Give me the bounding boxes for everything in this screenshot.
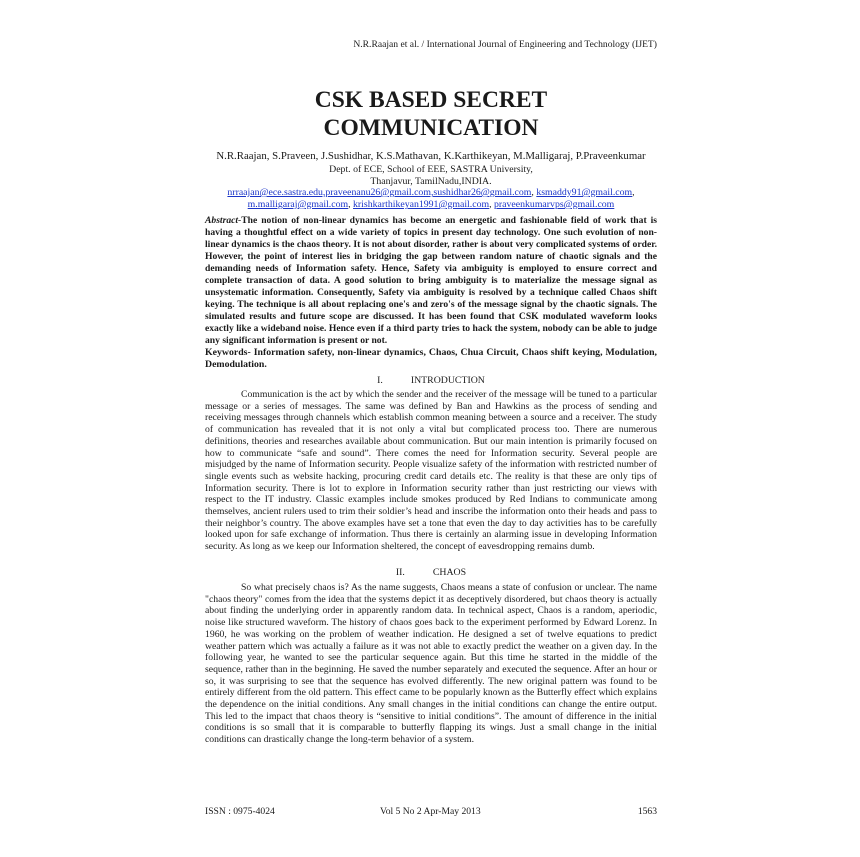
paper-title-line-1: CSK BASED SECRET <box>314 87 548 113</box>
abstract <box>205 215 657 347</box>
email-link-malligaraj[interactable]: m.malligaraj@gmail.com <box>247 199 349 210</box>
email-separator: , <box>531 187 537 198</box>
section-heading-introduction <box>205 375 657 387</box>
affiliation-line-2: Thanjavur, TamilNadu,INDIA. <box>370 176 492 187</box>
affiliation-line-1: Dept. of ECE, School of EEE, SASTRA University, <box>329 164 533 175</box>
email-separator: , <box>489 199 495 210</box>
section-number: II. <box>395 567 405 578</box>
email-separator: , <box>348 199 354 210</box>
abstract-text: The notion of non-linear dynamics has become an energetic and fashionable field of work that is having a thoughtful effect on a wide variety of topics in present day technology. One such evolution of non-linear dynamics is the chaos theory. It is not about disorder, rather is about very complicated systems of order. However, the point of interest lies in bridging the gap between random nature of chaotic signals and the demanding needs of Information safety. Hence, Safety via ambiguity is employed to ensure correct and complete transaction of data. A good solution to bring ambiguity is to materialize the message signal as unsystematic information. Consequently, Safety via ambiguity is resolved by a technique called Chaos shift keying. The technique is all about replacing one's and zero's of the message signal by the chaotic signals. The simulated results and future scope are discussed. It has been found that CSK modulated waveform looks exactly like a wideband noise. Hence even if a third party tries to hack the system, nobody can be able to judge any significant information is present or not. <box>205 215 657 346</box>
email-link-group[interactable]: nrraajan@ece.sastra.edu,praveenanu26@gmail.com,sushidhar26@gmail.com <box>227 187 532 198</box>
email-separator: , <box>632 187 635 198</box>
paper-title <box>200 86 662 142</box>
section-body-chaos: So what precisely chaos is? As the name suggests, Chaos means a state of confusion or unclear. The name "chaos theory" comes from the idea that the systems depict it as deceptively disordered, but chaos theory is actually about finding the underlying order in apparently random data. In technical aspect, Chaos is a random, aperiodic, noise like structured waveform. The history of chaos goes back to the experiment performed by Edward Lorenz. In 1960, he was working on the problem of weather indication. He designed a set of twelve equations to predict weather pattern which was actually a failure as it was not able to exactly predict the weather on a given day. In the following year, he wanted to see the particular sequence again. But this time he started in the middle of the sequence, rather than in the beginning. He saved the number separately and executed the sequence. After an hour or so, it was surprising to see that the sequence has evolved differently. The new original pattern was found to be entirely different from the old pattern. This effect came to be popularly known as the Butterfly effect which explains the dependence on the initial conditions. Any small changes in the initial conditions can change the entire output. This led to the impact that chaos theory is “sensitive to initial conditions”. The amount of difference in the initial conditions is so small that it is comparable to butterfly flapping its wings. Just a small change in the initial conditions can drastically change the long-term behavior of a system. <box>205 582 657 746</box>
section-title: CHAOS <box>432 567 467 578</box>
email-link-praveenkumar[interactable]: praveenkumarvps@gmail.com <box>494 199 615 210</box>
abstract-label: Abstract- <box>205 215 242 226</box>
keywords: Keywords- Information safety, non-linear dynamics, Chaos, Chua Circuit, Chaos shift keying, Modulation, Demodulation. <box>205 347 657 370</box>
author-list: N.R.Raajan, S.Praveen, J.Sushidhar, K.S.Mathavan, K.Karthikeyan, M.Malligaraj, P.Praveenkumar <box>216 150 646 162</box>
section-title: INTRODUCTION <box>410 375 485 386</box>
section-number: I. <box>377 375 383 386</box>
email-link-ksmaddy[interactable]: ksmaddy91@gmail.com <box>536 187 633 198</box>
section-heading-chaos <box>205 567 657 579</box>
author-emails <box>200 187 662 211</box>
paper-title-line-2: COMMUNICATION <box>323 115 539 141</box>
footer-volume: Vol 5 No 2 Apr-May 2013 <box>380 806 481 817</box>
section-body-introduction: Communication is the act by which the sender and the receiver of the message will be tuned to a particular message or a series of messages. The same was defined by Ban and Hawkins as the process of sending and receiving messages through channels which establish common meaning between a source and a receiver. The study of communication has revealed that it is not only a vital but complicated process too. There are numerous definitions, theories and researches available about communication. But our main intention is primarily focused on how to communicate “safe and sound”. There comes the need for Information security. Several people are misjudged by the name of Information security. People visualize safety of the information with restricted number of single events such as website hacking, procuring credit card details etc. The reality is that these are only tips of Information security. There is lot to explore in Information security rather than just restricting our views with respect to the IT industry. Classic examples include smokes produced by Red Indians to communicate among themselves, ancient rulers used to trim their soldier’s head and inscribe the information onto their heads and pass to their neighbor’s country. The above examples have set a tone that even the day to day activities has to be carefully looked upon for safe exchange of information. Thus there is certainly an alarming issue in developing Information security. As long as we keep our Information sheltered, the concept of eavesdropping remains dumb. <box>205 389 657 553</box>
footer-page-number: 1563 <box>637 806 657 817</box>
running-header: N.R.Raajan et al. / International Journal of Engineering and Technology (IJET) <box>353 39 657 50</box>
footer-issn: ISSN : 0975-4024 <box>205 806 275 817</box>
email-link-krishkarthikeyan[interactable]: krishkarthikeyan1991@gmail.com <box>353 199 490 210</box>
